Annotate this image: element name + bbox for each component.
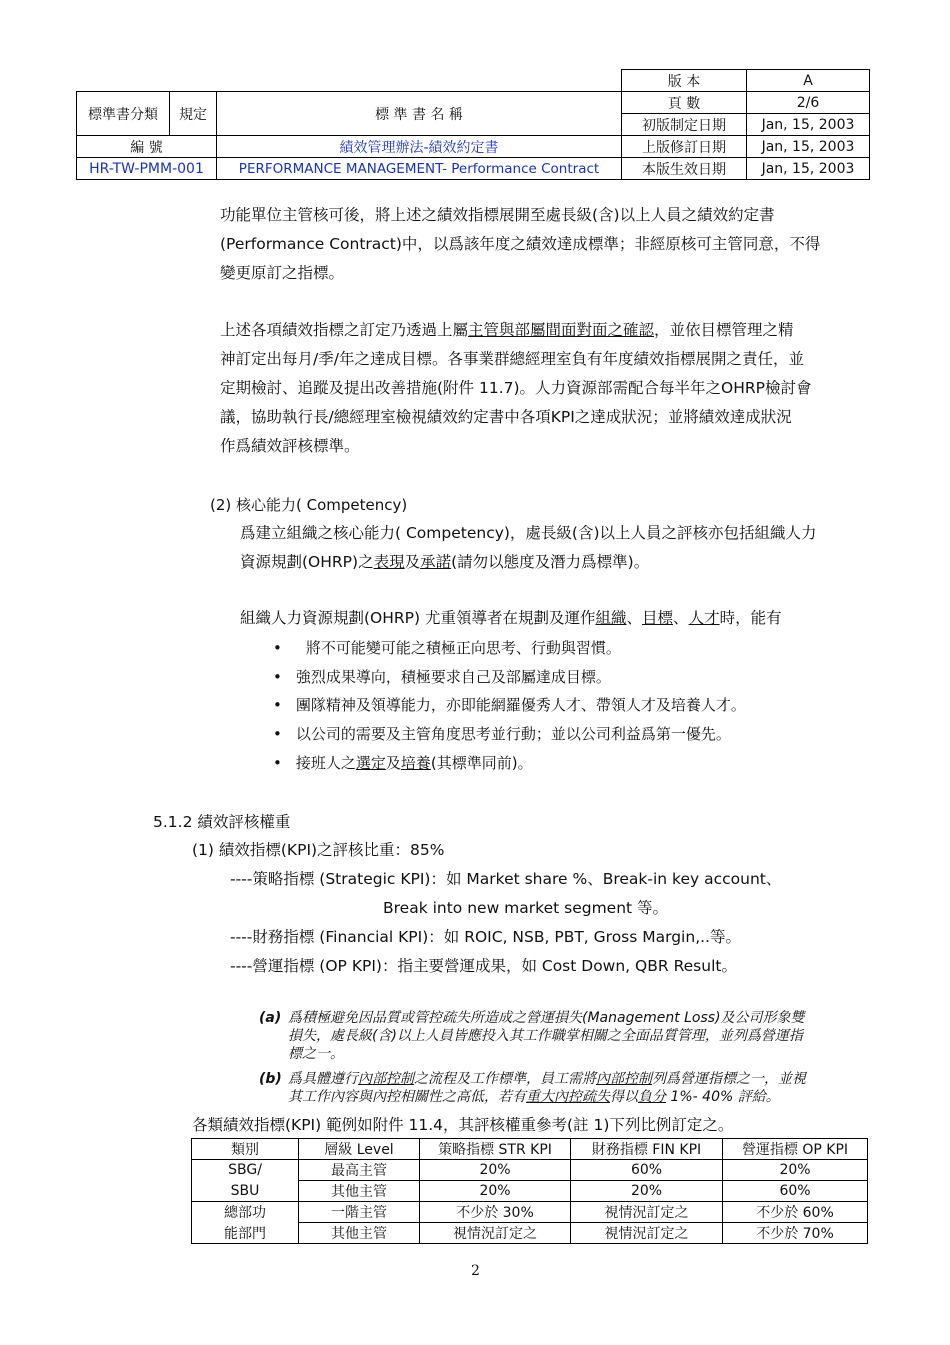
- note-b-label: (b): [259, 1071, 282, 1087]
- bullet-icon: •: [273, 725, 282, 743]
- note-a-label: (a): [259, 1010, 282, 1026]
- note-a: 爲積極避免因品質或管控疏失所造成之營運損失(Management Loss)及公司形象雙 損失，處長級(含)以上人員皆應投入其工作職掌相關之全面品質管理，並列爲營運指 標之一。: [288, 1010, 805, 1062]
- financial-kpi: ----財務指標 (Financial KPI)：如 ROIC, NSB, PBT, Gross Margin,..等。: [230, 928, 741, 946]
- bullet-icon: •: [273, 696, 282, 714]
- table-row: SBG/ 最高主管 20% 60% 20%: [192, 1160, 868, 1181]
- table-intro: 各類績效指標(KPI) 範例如附件 11.4，其評核權重參考(註 1)下列比例訂定之。: [192, 1116, 734, 1134]
- page-number: 2: [471, 1263, 480, 1279]
- doc-title-en: PERFORMANCE MANAGEMENT- Performance Contract: [217, 158, 622, 180]
- table-row: SBU 其他主管 20% 20% 60%: [192, 1181, 868, 1202]
- revise-date-value: Jan, 15, 2003: [747, 136, 870, 158]
- bullet-icon: •: [273, 754, 282, 772]
- kpi-weight-table: [191, 1138, 868, 1244]
- note-b: 爲具體遵行內部控制之流程及工作標準，員工需將內部控制列爲營運指標之一，並視 其工作內容與內控相關性之高低，若有重大內控疏失得以負分 1%- 40% 評給。: [288, 1071, 806, 1105]
- competency-text: 爲建立組織之核心能力( Competency)，處長級(含)以上人員之評核亦包括組織人力 資源規劃(OHRP)之表現及承諾(請勿以態度及潛力爲標準)。: [240, 524, 817, 571]
- strategic-kpi-cont: Break into new market segment 等。: [383, 899, 669, 917]
- number-label: 編 號: [77, 136, 217, 158]
- bullet-icon: •: [273, 668, 282, 686]
- version-value: A: [747, 70, 870, 92]
- ohrp-intro: 組織人力資源規劃(OHRP) 尤重領導者在規劃及運作組織、目標、人才時，能有: [240, 609, 782, 627]
- list-item: • 接班人之選定及培養(其標準同前)。: [273, 754, 533, 772]
- table-header-row: 類別 層級 Level 策略指標 STR KPI 財務指標 FIN KPI 營運指標 OP KPI: [192, 1139, 868, 1160]
- revise-date-label: 上版修訂日期: [622, 136, 747, 158]
- doc-class-value: 規定: [170, 92, 217, 136]
- list-item: • 以公司的需要及主管角度思考並行動；並以公司利益爲第一優先。: [273, 725, 731, 743]
- table-row: 能部門 其他主管 視情況訂定之 視情況訂定之 不少於 70%: [192, 1223, 868, 1244]
- first-date-value: Jan, 15, 2003: [747, 114, 870, 136]
- op-kpi: ----營運指標 (OP KPI)：指主要營運成果，如 Cost Down, QBR Result。: [230, 957, 737, 975]
- pages-value: 2/6: [747, 92, 870, 114]
- effective-date-value: Jan, 15, 2003: [747, 158, 870, 180]
- competency-heading: (2) 核心能力( Competency): [210, 496, 408, 514]
- doc-class-label: 標準書分類: [77, 92, 170, 136]
- doc-title-cn: 績效管理辦法-績效約定書: [217, 136, 622, 158]
- list-item: • 強烈成果導向，積極要求自己及部屬達成目標。: [273, 668, 611, 686]
- version-label: 版 本: [622, 70, 747, 92]
- pages-label: 頁 數: [622, 92, 747, 114]
- first-date-label: 初版制定日期: [622, 114, 747, 136]
- effective-date-label: 本版生效日期: [622, 158, 747, 180]
- strategic-kpi: ----策略指標 (Strategic KPI)：如 Market share %、Break-in key account、: [230, 870, 782, 888]
- list-item: • 團隊精神及領導能力，亦即能網羅優秀人才、帶領人才及培養人才。: [273, 696, 746, 714]
- table-row: 總部功 一階主管 不少於 30% 視情況訂定之 不少於 60%: [192, 1202, 868, 1223]
- bullet-icon: •: [273, 639, 282, 657]
- doc-name-label: 標 準 書 名 稱: [217, 92, 622, 136]
- doc-number: HR-TW-PMM-001: [77, 158, 217, 180]
- document-header-table: [76, 69, 870, 180]
- paragraph-kpi-setting: 上述各項績效指標之訂定乃透過上屬主管與部屬間面對面之確認，並依目標管理之精 神訂定出每月/季/年之達成目標。各事業群總經理室負有年度績效指標展開之責任，並 定期檢討、追蹤及提出改善措施(附件 11.7)。人力資源部需配合每半年之OHRP檢討會 議，協助執行長/總經理室檢視績效約定書中各項KPI之達成狀況；並將績效達成狀況 作爲績效評核標準。: [220, 321, 812, 455]
- section-heading-weights: 5.1.2 績效評核權重: [153, 813, 291, 831]
- kpi-weight: (1) 績效指標(KPI)之評核比重：85%: [192, 841, 445, 859]
- paragraph-contract: 功能單位主管核可後，將上述之績效指標展開至處長級(含)以上人員之績效約定書 (Performance Contract)中，以爲該年度之績效達成標準；非經原核可主管同意，不得 變更原訂之指標。: [220, 206, 821, 282]
- list-item: • 將不可能變可能之積極正向思考、行動與習慣。: [273, 639, 621, 657]
